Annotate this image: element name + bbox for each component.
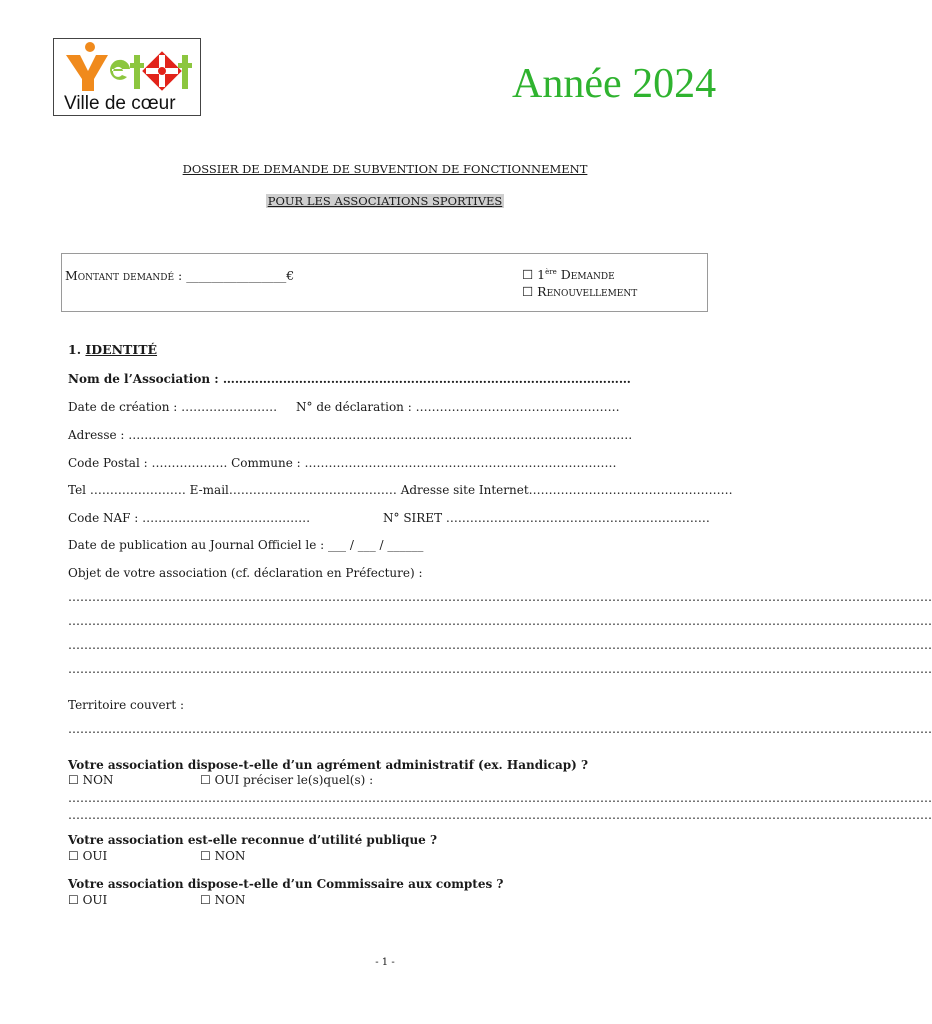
agrement-yes-checkbox[interactable]: ☐ OUI préciser le(s)quel(s) : bbox=[200, 773, 374, 787]
declaration-number-field[interactable]: N° de déclaration : …………………………………………… bbox=[296, 400, 620, 414]
page-number: - 1 - bbox=[375, 957, 395, 968]
first-request-prefix: ☐ 1 bbox=[522, 267, 546, 282]
object-label: Objet de votre association (cf. déclaration en Préfecture) : bbox=[68, 566, 423, 580]
agrement-line-1[interactable]: ……………………………………………………………………………………………………………………………………………………………………………………………… bbox=[68, 791, 932, 805]
commissaire-yes-checkbox[interactable]: ☐ OUI bbox=[68, 893, 108, 907]
object-line-4[interactable]: ……………………………………………………………………………………………………………………………………………………………………………………………… bbox=[68, 662, 932, 676]
logo-tagline: Ville de cœur bbox=[64, 93, 176, 114]
first-request-label: Demande bbox=[556, 267, 615, 282]
logo-emblem-icon bbox=[62, 41, 194, 93]
document-title: DOSSIER DE DEMANDE DE SUBVENTION DE FONCTIONNEMENT bbox=[182, 162, 588, 176]
agrement-line-2[interactable]: ……………………………………………………………………………………………………………………………………………………………………………………………… bbox=[68, 808, 932, 822]
amount-box bbox=[61, 253, 708, 312]
territory-label: Territoire couvert : bbox=[68, 698, 184, 712]
section-number: 1. bbox=[68, 342, 86, 357]
section-title: IDENTITÉ bbox=[85, 342, 158, 357]
object-line-1[interactable]: ……………………………………………………………………………………………………………………………………………………………………………………………… bbox=[68, 590, 932, 604]
document-subtitle-text: POUR LES ASSOCIATIONS SPORTIVES bbox=[267, 194, 503, 208]
utilite-no-checkbox[interactable]: ☐ NON bbox=[200, 849, 246, 863]
section-heading bbox=[68, 342, 157, 357]
first-request-sup: ère bbox=[545, 267, 557, 276]
contact-field[interactable]: Tel …………………… E-mail…………………………………… Adresse site Internet…………………………………………… bbox=[68, 483, 733, 497]
object-line-3[interactable]: ……………………………………………………………………………………………………………………………………………………………………………………………… bbox=[68, 638, 932, 652]
address-field[interactable]: Adresse : ……………………………………………………………………………………………………………… bbox=[68, 428, 633, 442]
publication-date-field[interactable]: Date de publication au Journal Officiel le : ___ / ___ / ______ bbox=[68, 538, 424, 552]
utilite-question: Votre association est-elle reconnue d’utilité publique ? bbox=[68, 833, 438, 847]
agrement-question: Votre association dispose-t-elle d’un agrément administratif (ex. Handicap) ? bbox=[68, 758, 588, 772]
document-subtitle bbox=[0, 194, 770, 208]
object-line-2[interactable]: ……………………………………………………………………………………………………………………………………………………………………………………………… bbox=[68, 614, 932, 628]
siret-field[interactable]: N° SIRET ………………………………………………………… bbox=[383, 511, 710, 525]
creation-date-field[interactable]: Date de création : …………………… bbox=[68, 400, 278, 414]
postal-commune-field[interactable]: Code Postal : ………………. Commune : …………………………………………………………………… bbox=[68, 456, 617, 470]
logo bbox=[53, 38, 201, 116]
utilite-yes-checkbox[interactable]: ☐ OUI bbox=[68, 849, 108, 863]
amount-requested-field[interactable]: Montant demandé : ________________€ bbox=[65, 268, 295, 283]
first-request-checkbox[interactable] bbox=[522, 267, 615, 282]
association-name-field[interactable]: Nom de l’Association : ………………………………………………………………………………………… bbox=[68, 372, 631, 386]
renewal-checkbox[interactable]: ☐ Renouvellement bbox=[522, 284, 638, 299]
territory-line[interactable]: ……………………………………………………………………………………………………………………………………………………………………………………………… bbox=[68, 722, 932, 736]
year-title: Année 2024 bbox=[512, 61, 717, 107]
commissaire-question: Votre association dispose-t-elle d’un Commissaire aux comptes ? bbox=[68, 877, 504, 891]
naf-code-field[interactable]: Code NAF : …………………………………… bbox=[68, 511, 311, 525]
commissaire-no-checkbox[interactable]: ☐ NON bbox=[200, 893, 246, 907]
agrement-no-checkbox[interactable]: ☐ NON bbox=[68, 773, 114, 787]
